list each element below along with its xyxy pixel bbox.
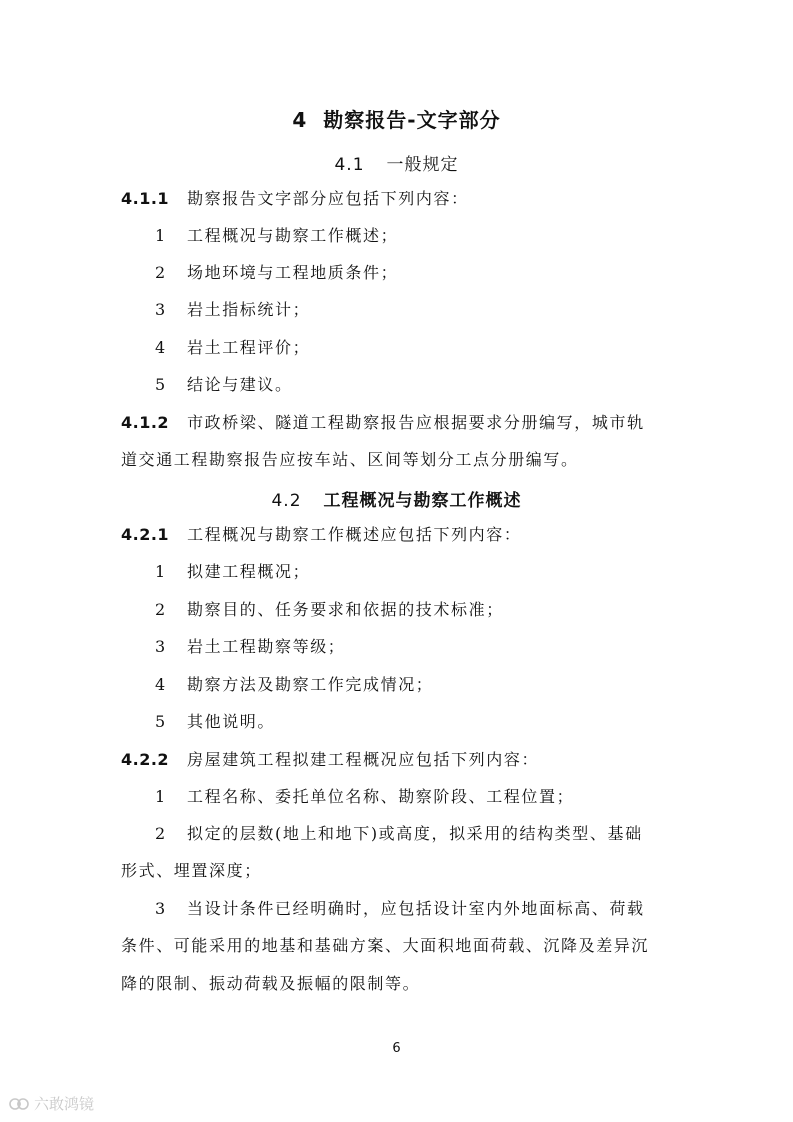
item-number: 3: [155, 899, 167, 918]
chapter-title: [0, 104, 793, 133]
list-item: [155, 329, 310, 366]
item-number: 2: [155, 600, 167, 619]
clause-text: 勘察报告文字部分应包括下列内容：: [187, 189, 469, 208]
item-text: 岩土工程评价；: [187, 338, 311, 357]
list-item: [155, 890, 645, 927]
clause-text-line-1: 市政桥梁、隧道工程勘察报告应根据要求分册编写，城市轨: [187, 413, 645, 432]
list-item: [155, 628, 345, 665]
item-text-line-3: 降的限制、振动荷载及振幅的限制等。: [121, 974, 421, 993]
watermark: [8, 1093, 94, 1114]
list-item: [155, 217, 398, 254]
item-number: 5: [155, 375, 167, 394]
camera-logo-icon: [8, 1095, 30, 1113]
item-text: 场地环境与工程地质条件；: [187, 263, 399, 282]
item-text: 勘察目的、任务要求和依据的技术标准；: [187, 600, 504, 619]
clause-4-1-2-continued: [121, 441, 673, 478]
item-number: 4: [155, 338, 167, 357]
clause-4-2-2: [121, 741, 673, 778]
list-item: [155, 366, 293, 403]
clause-number: 4.1.1: [121, 189, 170, 208]
list-item: [155, 778, 574, 815]
item-text: 结论与建议。: [187, 375, 293, 394]
clause-number: 4.2.1: [121, 525, 170, 544]
item-text: 勘察方法及勘察工作完成情况；: [187, 675, 434, 694]
list-item-continued: [121, 965, 673, 1002]
list-item: [155, 703, 275, 740]
section-4-1-title: [0, 150, 793, 175]
item-number: 2: [155, 824, 167, 843]
item-number: 2: [155, 263, 167, 282]
section-4-2-title: [0, 486, 793, 511]
clause-text: 工程概况与勘察工作概述应包括下列内容：: [187, 525, 522, 544]
list-item: [155, 254, 398, 291]
chapter-number: 4: [292, 108, 308, 132]
section-title-text: 工程概况与勘察工作概述: [323, 491, 522, 511]
item-text-line-1: 当设计条件已经明确时，应包括设计室内外地面标高、荷载: [187, 899, 645, 918]
item-text-line-2: 形式、埋置深度；: [121, 861, 262, 880]
item-number: 3: [155, 637, 167, 656]
item-number: 1: [155, 226, 167, 245]
item-text-line-1: 拟定的层数(地上和地下)或高度，拟采用的结构类型、基础: [187, 824, 643, 843]
item-text: 岩土工程勘察等级；: [187, 637, 346, 656]
list-item-continued: [121, 927, 673, 964]
clause-4-1-2: [121, 404, 673, 441]
list-item: [155, 666, 433, 703]
list-item: [155, 815, 643, 852]
clause-text: 房屋建筑工程拟建工程概况应包括下列内容：: [187, 750, 540, 769]
chapter-title-text: 勘察报告-文字部分: [323, 108, 501, 132]
item-text: 拟建工程概况；: [187, 562, 311, 581]
clause-number: 4.1.2: [121, 413, 170, 432]
list-item: [155, 591, 504, 628]
clause-4-2-1: [121, 516, 673, 553]
section-number: 4.1: [334, 155, 365, 175]
watermark-text: 六敢鸿镜: [34, 1095, 95, 1113]
item-text: 岩土指标统计；: [187, 300, 311, 319]
item-text-line-2: 条件、可能采用的地基和基础方案、大面积地面荷载、沉降及差异沉: [121, 936, 650, 955]
item-number: 1: [155, 787, 167, 806]
page-number: 6: [392, 1041, 401, 1056]
clause-4-1-1: [121, 180, 673, 217]
clause-text-line-2: 道交通工程勘察报告应按车站、区间等划分工点分册编写。: [121, 450, 579, 469]
item-text: 工程名称、委托单位名称、勘察阶段、工程位置；: [187, 787, 575, 806]
clause-number: 4.2.2: [121, 750, 170, 769]
section-number: 4.2: [271, 491, 302, 511]
item-number: 4: [155, 675, 167, 694]
item-text: 其他说明。: [187, 712, 276, 731]
item-text: 工程概况与勘察工作概述；: [187, 226, 399, 245]
section-title-text: 一般规定: [386, 155, 459, 175]
item-number: 1: [155, 562, 167, 581]
list-item: [155, 291, 310, 328]
item-number: 5: [155, 712, 167, 731]
item-number: 3: [155, 300, 167, 319]
list-item: [155, 553, 310, 590]
list-item-continued: [121, 852, 673, 889]
